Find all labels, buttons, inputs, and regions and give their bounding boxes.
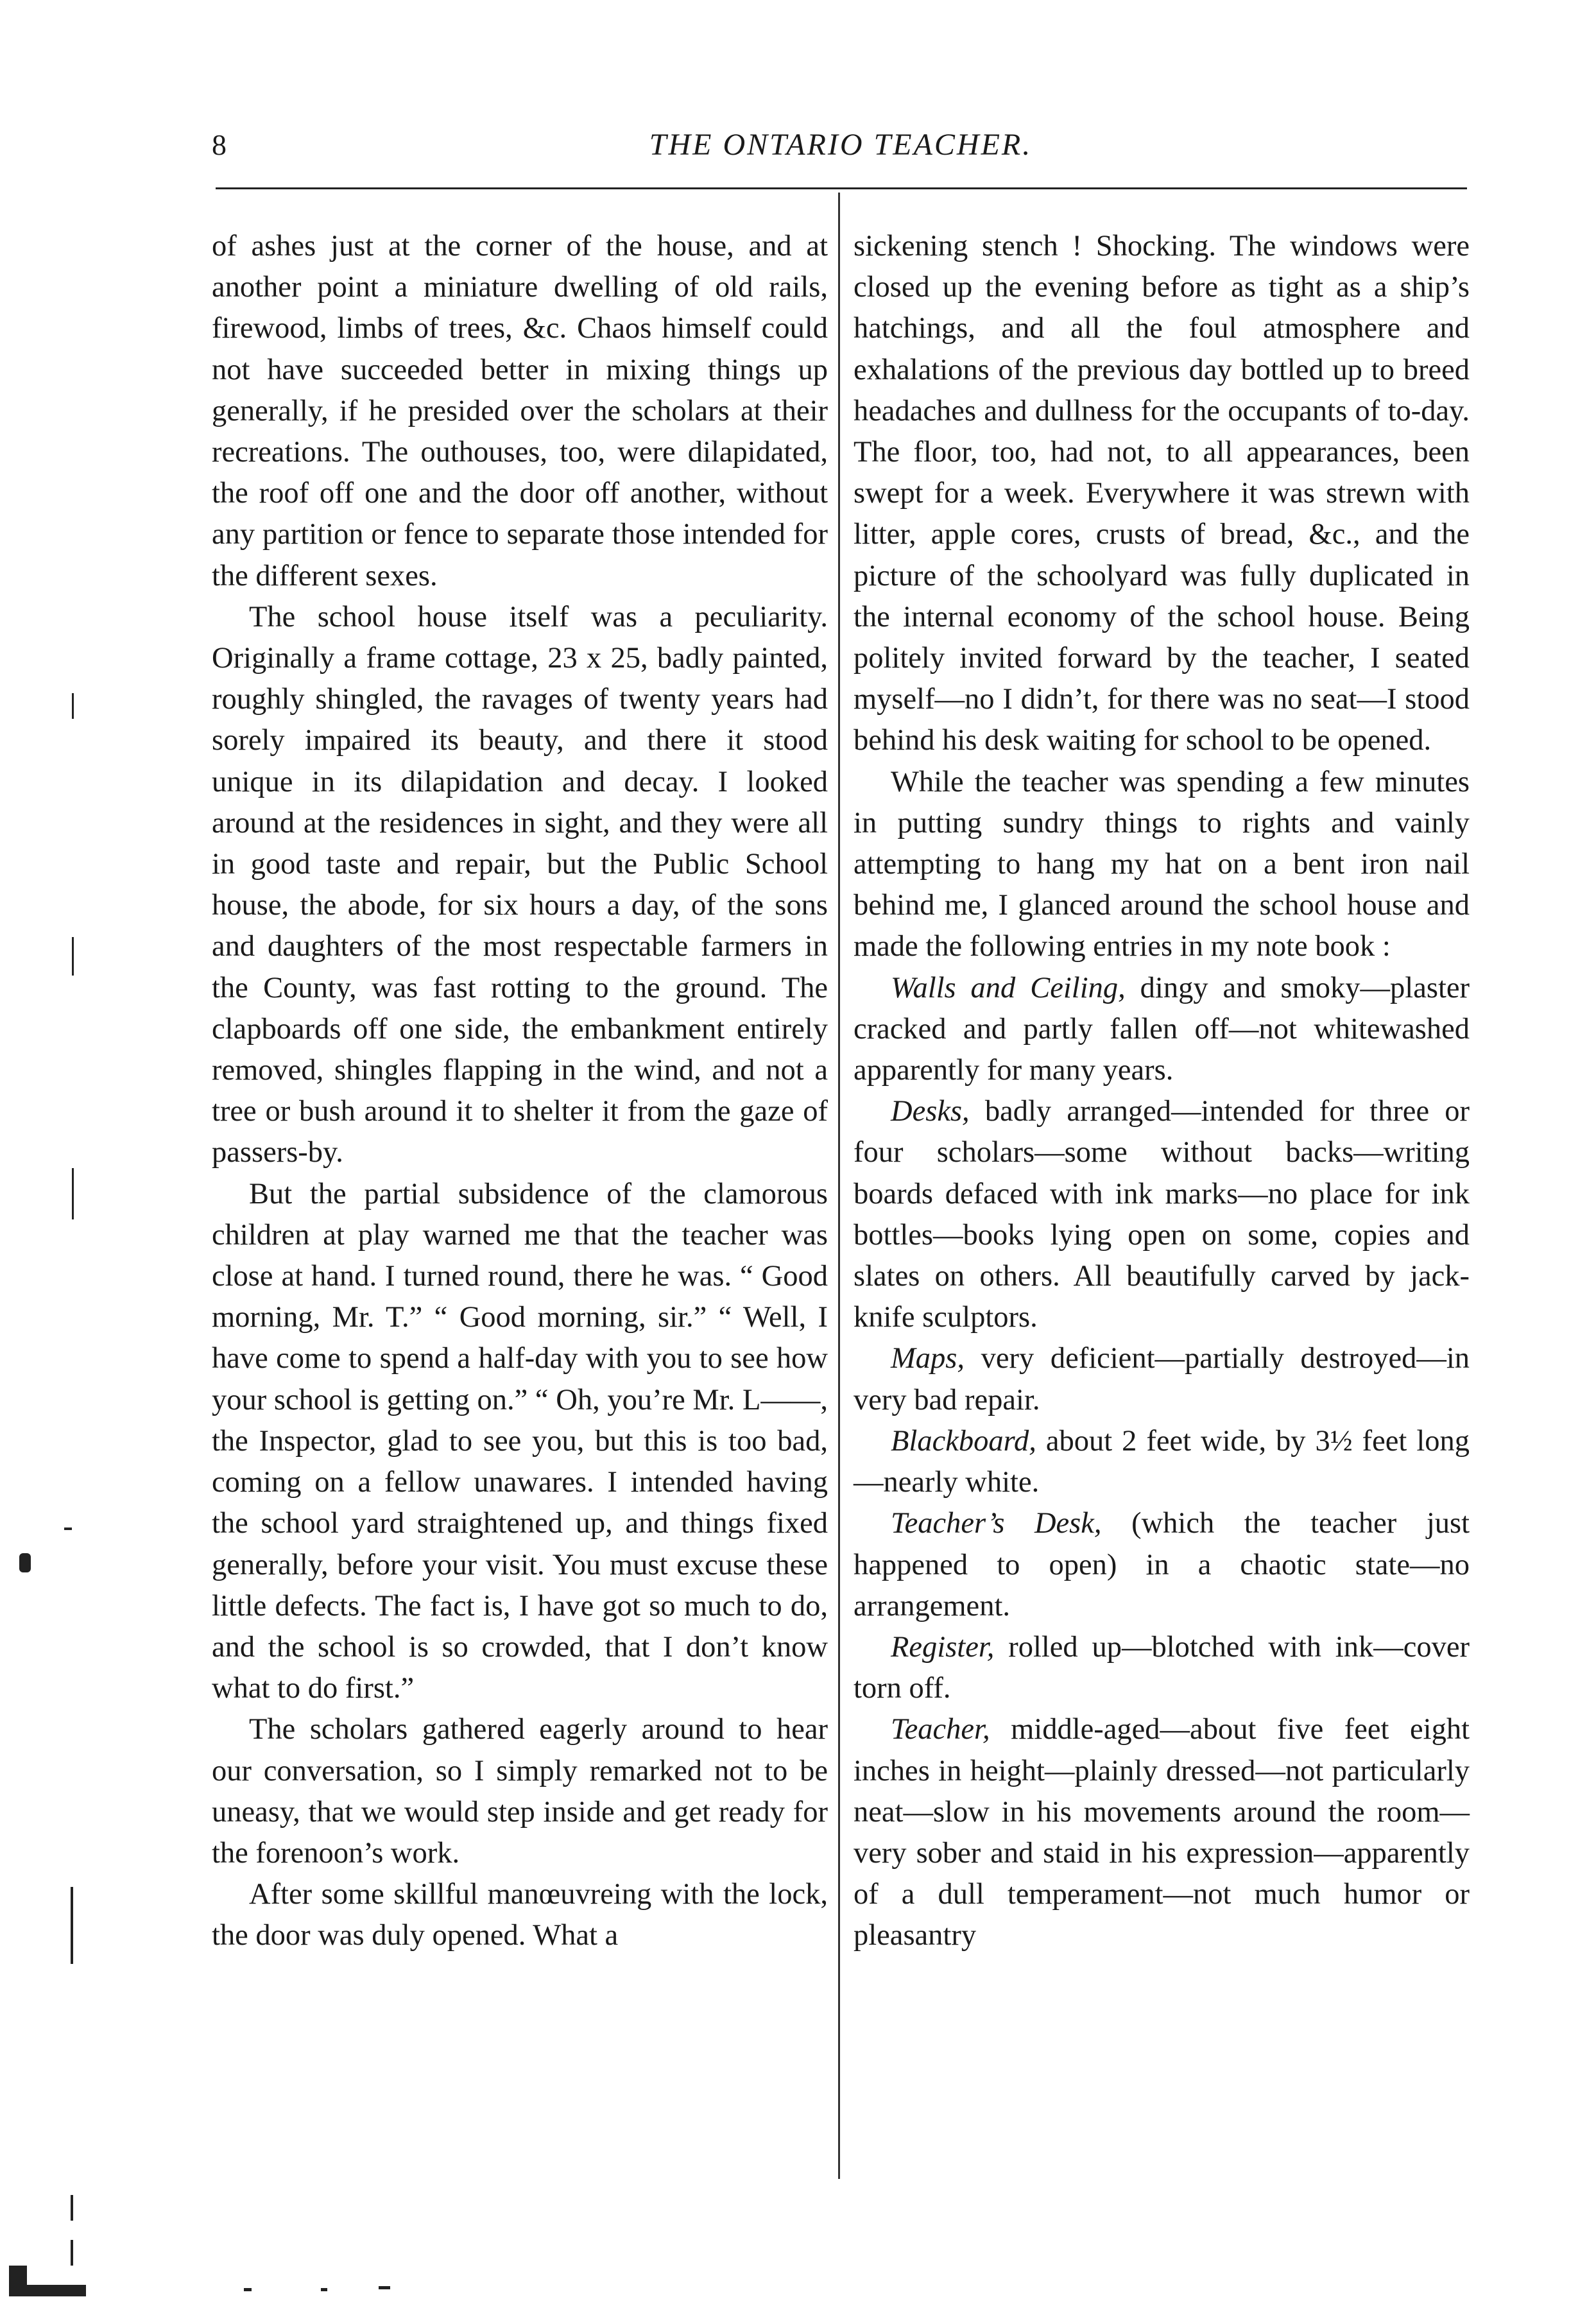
page-header bbox=[212, 126, 1470, 177]
scan-mark bbox=[321, 2288, 327, 2291]
scan-mark bbox=[71, 1887, 73, 1964]
header-rule bbox=[216, 187, 1467, 189]
entry-heading: Teacher’s Desk, bbox=[891, 1507, 1102, 1540]
entry-text: badly arranged—intended for three or four scholars—some without backs—writing boards defaced with ink marks—no place for ink bottles—books lying open on some, copies and slates on others. All beautifully carved by jack-knife sculptors. bbox=[854, 1095, 1470, 1334]
entry-text: very deficient—partially destroyed—in very bad repair. bbox=[854, 1342, 1470, 1416]
note-entry bbox=[854, 1338, 1470, 1420]
note-entry bbox=[854, 1503, 1470, 1627]
left-column bbox=[212, 226, 828, 1957]
right-column bbox=[854, 226, 1470, 1957]
scan-mark bbox=[72, 937, 74, 976]
page-number: 8 bbox=[212, 128, 227, 161]
note-entry bbox=[854, 1709, 1470, 1956]
entry-heading: Blackboard, bbox=[891, 1424, 1036, 1458]
scan-mark bbox=[71, 2240, 73, 2266]
entry-text: middle-aged—about five feet eight inches in height—plainly dressed—not particularly neat—slow in his movements around the room—very sober and staid in his expression—apparently of a dull temperament—not much humor or pleasantry bbox=[854, 1713, 1470, 1952]
scan-mark bbox=[19, 1553, 31, 1572]
scan-mark bbox=[72, 1168, 74, 1219]
entry-text: rolled up—blotched with ink—cover torn off. bbox=[854, 1630, 1470, 1705]
paragraph: of ashes just at the corner of the house, and at another point a miniature dwelling of old rails, firewood, limbs of trees, &c. Chaos himself could not have succeeded better in mixing things up generally, if he presided over the scholars at their recreations. The outhouses, too, were dilapidated, the roof off one and the door off another, without any partition or fence to separate those intended for the different sexes. bbox=[212, 230, 828, 592]
note-entry bbox=[854, 1627, 1470, 1709]
entry-heading: Walls and Ceiling, bbox=[891, 971, 1126, 1004]
scan-mark bbox=[244, 2288, 252, 2291]
note-entry bbox=[854, 1421, 1470, 1503]
note-entry bbox=[854, 1091, 1470, 1338]
entry-text: (which the teacher just happened to open) in a chaotic state—no arrangement. bbox=[854, 1507, 1470, 1622]
note-entry bbox=[854, 968, 1470, 1092]
paragraph: After some skillful manœuvreing with the lock, the door was duly opened. What a bbox=[212, 1878, 828, 1952]
scan-mark bbox=[64, 1528, 72, 1530]
entry-heading: Register, bbox=[891, 1630, 995, 1664]
running-title: THE ONTARIO TEACHER. bbox=[649, 128, 1033, 162]
paragraph: sickening stench ! Shocking. The windows were closed up the evening before as tight as a ship’s hatchings, and all the foul atmosphere and exhalations of the previous day bottled up to breed headaches and dullness for the occupants of to-day. The floor, too, had not, to all appearances, been swept for a week. Everywhere it was strewn with litter, apple cores, crusts of bread, &c., and the picture of the schoolyard was fully duplicated in the internal economy of the school house. Being politely invited forward by the teacher, I seated myself—no I didn’t, for there was no seat—I stood behind his desk waiting for school to be opened. bbox=[854, 230, 1470, 757]
entry-heading: Maps, bbox=[891, 1342, 965, 1375]
entry-text: dingy and smoky—plaster cracked and partly fallen off—not whitewashed apparently for many years. bbox=[854, 971, 1470, 1087]
paragraph: The school house itself was a peculiarity. Originally a frame cottage, 23 x 25, badly painted, roughly shingled, the ravages of twenty years had sorely impaired its beauty, and there it stood unique in its dilapidation and decay. I looked around at the residences in sight, and they were all in good taste and repair, but the Public School house, the abode, for six hours a day, of the sons and daughters of the most respectable farmers in the County, was fast rotting to the ground. The clapboards off one side, the embankment entirely removed, shingles flapping in the wind, and not a tree or bush around it to shelter it from the gaze of passers-by. bbox=[212, 600, 828, 1169]
paragraph: While the teacher was spending a few minutes in putting sundry things to rights and vainly attempting to hang my hat on a bent iron nail behind me, I glanced around the school house and made the following entries in my note book : bbox=[854, 765, 1470, 963]
scan-mark bbox=[71, 2195, 73, 2221]
column-divider bbox=[838, 193, 840, 2179]
entry-heading: Teacher, bbox=[891, 1713, 990, 1746]
scan-mark bbox=[9, 2266, 27, 2291]
scan-mark bbox=[379, 2286, 390, 2289]
entry-heading: Desks, bbox=[891, 1095, 970, 1128]
paragraph: The scholars gathered eagerly around to hear our conversation, so I simply remarked not to be uneasy, that we would step inside and get ready for the forenoon’s work. bbox=[212, 1713, 828, 1870]
paragraph: But the partial subsidence of the clamorous children at play warned me that the teacher was close at hand. I turned round, there he was. “ Good morning, Mr. T.” “ Good morning, sir.” “ Well, I have come to spend a half-day with you to see how your school is getting on.” “ Oh, you’re Mr. L——, the Inspector, glad to see you, but this is too bad, coming on a fellow unawares. I intended having the school yard straightened up, and things fixed generally, before your visit. You must excuse these little defects. The fact is, I have got so much to do, and the school is so crowded, that I don’t know what to do first.” bbox=[212, 1177, 828, 1705]
scan-mark bbox=[72, 693, 74, 719]
entry-text: about 2 feet wide, by 3½ feet long—nearly white. bbox=[854, 1424, 1470, 1499]
